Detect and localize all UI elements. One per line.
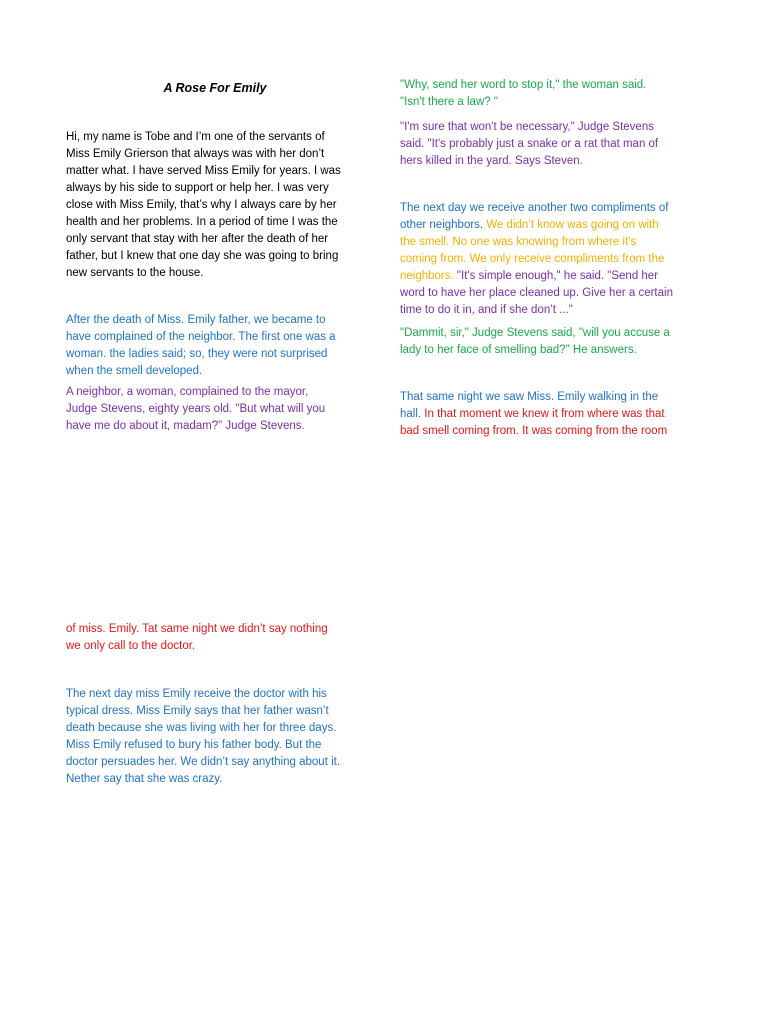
same-night-segment-red: In that moment we knew it from where was that bad smell coming from. It was coming from the room — [400, 408, 668, 437]
paragraph-complaint: After the death of Miss. Emily father, we became to have complained of the neighbor. The first one was a woman. the ladies said; so, they were not surprised when the smell developed. — [66, 314, 336, 377]
document-title: A Rose For Emily — [163, 81, 267, 95]
paragraph-intro: Hi, my name is Tobe and I’m one of the servants of Miss Emily Grierson that always was with her don’t matter what. I have served Miss Emily for years. I was always by his side to support or help her. I was very close with Miss Emily, that’s why I always care by her health and her problems. In a period of time I was the only servant that stay with her after the death of her father, but I knew that one day she was going to bring new servants to the house. — [66, 131, 341, 279]
paragraph-mayor: A neighbor, a woman, complained to the mayor, Judge Stevens, eighty years old. "But what will you have me do about it, madam?" Judge Stevens. — [66, 386, 326, 432]
next-day-segment-blue: The next day we receive another two compliments of other neighbors. — [400, 202, 669, 231]
paragraph-same-night — [400, 389, 700, 440]
paragraph-dammit: "Dammit, sir," Judge Stevens said, "will you accuse a lady to her face of smelling bad?" He answers. — [400, 327, 670, 356]
next-day-segment-orange: We didn’t know was going on with the smell. No one was knowing from where it’s coming from. We only receive compliments from the neighbors. — [400, 219, 665, 282]
same-night-segment-blue: That same night we saw Miss. Emily walking in the hall. — [400, 391, 659, 420]
paragraph-doctor: The next day miss Emily receive the doctor with his typical dress. Miss Emily says that her father wasn’t death because she was living with her for three days. Miss Emily refused to bury his father body. But the doctor persuades her. We didn’t say anything about it. Nether say that she was crazy. — [66, 688, 341, 785]
paragraph-stop-it: "Why, send her word to stop it," the woman said. "Isn't there a law? " — [400, 79, 647, 108]
paragraph-next-day — [400, 200, 700, 319]
paragraph-not-necessary: "I'm sure that won't be necessary," Judge Stevens said. "It's probably just a snake or a rat that man of hers killed in the yard. Says Steven. — [400, 121, 659, 167]
next-day-segment-purple: "It's simple enough," he said. "Send her word to have her place cleaned up. Give her a certain time to do it in, and if she don’t ..." — [400, 270, 673, 316]
paragraph-room-end: of miss. Emily. Tat same night we didn’t say nothing we only call to the doctor. — [66, 623, 328, 652]
